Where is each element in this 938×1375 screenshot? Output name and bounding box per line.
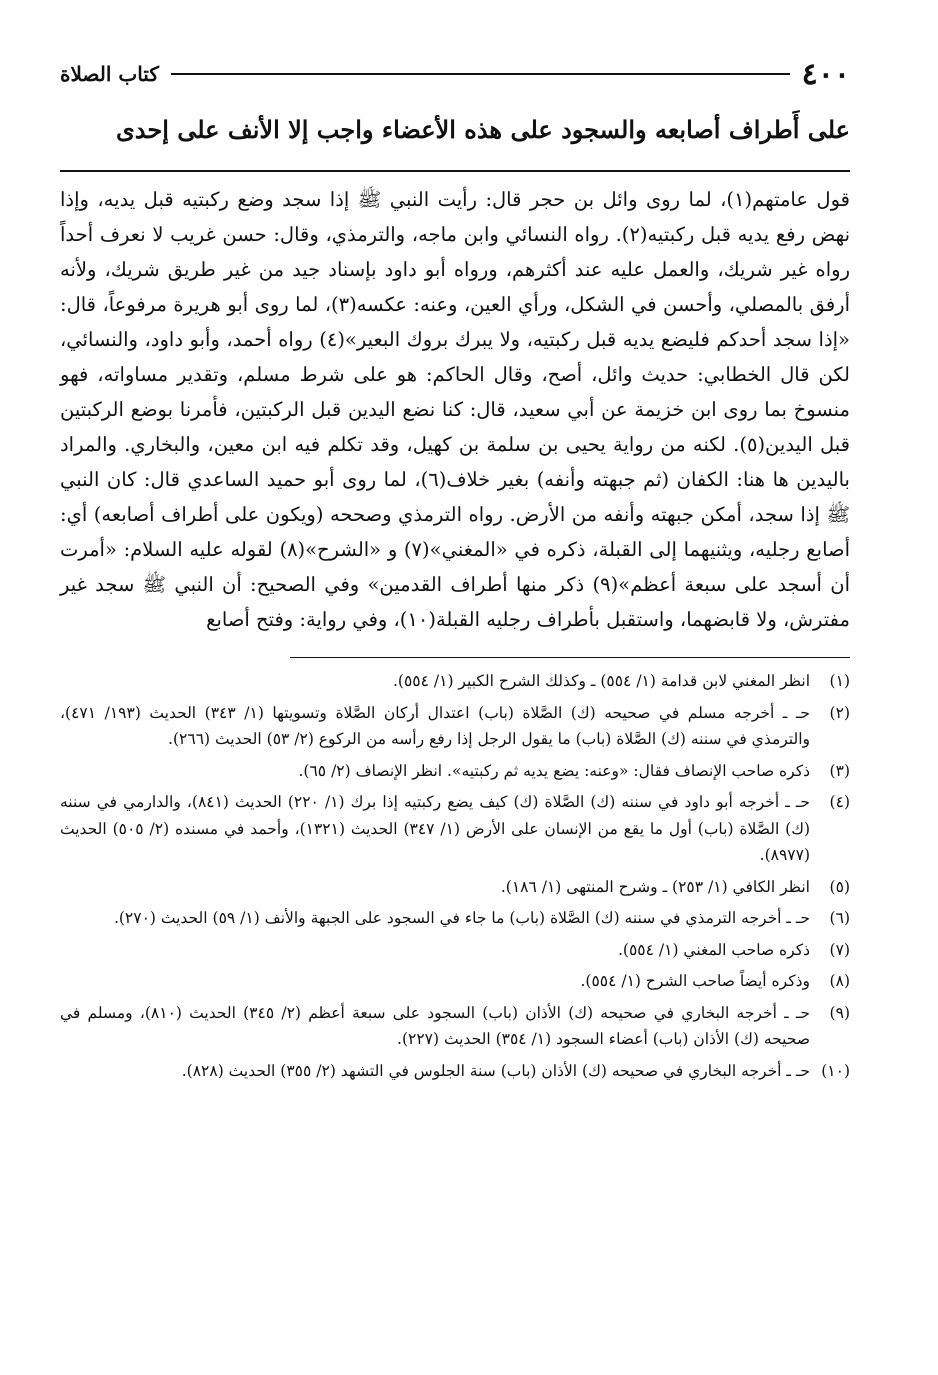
page-header [60, 52, 850, 96]
footnote [60, 668, 850, 695]
footnote-number: (٥) [829, 877, 850, 896]
footnotes [60, 668, 850, 1084]
footnote-text: حـ ـ أخرجه الترمذي في سننه (ك) الصَّلاة (باب) ما جاء في السجود على الجبهة والأنف (١/ ٥٩) الحديث (٢٧٠). [113, 909, 810, 927]
footnote [60, 937, 850, 964]
main-text-divider [60, 170, 850, 172]
footnote-number: (٦) [829, 909, 850, 927]
main-text: على أَطراف أصابعه والسجود على هذه الأعضاء واجب إلا الأنف على إحدى [115, 115, 850, 144]
footnote [60, 1000, 850, 1053]
footnote-text: حـ ـ أخرجه البخاري في صحيحه (ك) الأذان (باب) سنة الجلوس في التشهد (٢/ ٣٥٥) الحديث (٨٢٨). [181, 1061, 810, 1080]
page-number: ٤٠٠ [801, 56, 850, 92]
footnote-text: ذكره صاحب المغني (١/ ٥٥٤). [618, 940, 810, 959]
footnote-number: (٤) [829, 793, 850, 811]
footnote-number: (١) [829, 672, 850, 690]
book-title: كتاب الصلاة [60, 62, 159, 86]
commentary-paragraph: قول عامتهم(١)، لما روى وائل بن حجر قال: رأيت النبي ﷺ إذا سجد وضع ركبتيه قبل يديه، وإذا نهض رفع يديه قبل ركبتيه(٢). رواه النسائي وابن ماجه، والترمذي، وقال: حسن غريب لا نعرف أحداً رواه غير شريك، والعمل عليه عند أكثرهم، ورواه أبو داود بإسناد جيد من غير طريق شريك، ولأنه أرفق بالمصلي، وأحسن في الشكل، ورأي العين، وعنه: عكسه(٣)، لما روى أبو هريرة مرفوعاً، قال: «إذا سجد أحدكم فليضع يديه قبل ركبتيه، ولا يبرك بروك البعير»(٤) رواه أحمد، وأبو داود، والنسائي، لكن قال الخطابي: حديث وائل، أصح، وقال الحاكم: هو على شرط مسلم، وتقدير مساواته، فهو منسوخ بما روى ابن خزيمة عن أبي سعيد، قال: كنا نضع اليدين قبل الركبتين، فأمرنا بوضع الركبتين قبل اليدين(٥). لكنه من رواية يحيى بن سلمة بن كهيل، وقد تكلم فيه ابن معين، والبخاري. والمراد باليدين ها هنا: الكفان (ثم جبهته وأنفه) بغير خلاف(٦)، لما روى أبو حميد الساعدي قال: كان النبي ﷺ إذا سجد، أمكن جبهته وأنفه من الأرض. رواه الترمذي وصححه (ويكون على أطراف أصابعه) أي: أصابع رجليه، ويثنيهما إلى القبلة، ذكره في «المغني»(٧) و «الشرح»(٨) لقوله عليه السلام: «أمرت أن أسجد على سبعة أعظم»(٩) ذكر منها أطراف القدمين» وفي الصحيح: أن النبي ﷺ سجد غير مفترش، ولا قابضهما، واستقبل بأطراف رجليه القبلة(١٠)، وفي رواية: وفتح أصابع [60, 188, 850, 631]
footnote-text: ذكره صاحب الإنصاف فقال: «وعنه: يضع يديه ثم ركبتيه». انظر الإنصاف (٢/ ٦٥). [298, 761, 810, 780]
footnote-text: انظر الكافي (١/ ٢٥٣) ـ وشرح المنتهى (١/ ١٨٦). [500, 877, 810, 896]
footnote [60, 1058, 850, 1085]
footnote-number: (٨) [829, 972, 850, 990]
footnote-text: حـ ـ أخرجه مسلم في صحيحه (ك) الصَّلاة (باب) اعتدال أركان الصَّلاة وتسويتها (١/ ٣٤٣) الحديث (١٩٣/ ٤٧١)، والترمذي في سننه (ك) الصَّلاة (باب) ما يقول الرجل إذا رفع رأسه من الركوع (٢/ ٥٣) الحديث (٢٦٦). [60, 703, 811, 748]
footnote-text: وذكره أيضاً صاحب الشرح (١/ ٥٥٤). [580, 972, 810, 990]
footnote-number: (٢) [829, 703, 850, 722]
book-page [60, 52, 850, 1089]
footnote-text: حـ ـ أخرجه أبو داود في سننه (ك) الصَّلاة (ك) كيف يضع ركبتيه إذا برك (١/ ٢٢٠) الحديث (٨٤١)، والدارمي في سننه (ك) الصَّلاة (باب) أول ما يقع من الإنسان على الأرض (١/ ٣٤٧) الحديث (١٣٢١)، وأحمد في مسنده (٢/ ٥٠٥) الحديث (٨٩٧٧). [60, 793, 811, 864]
footnote [60, 789, 850, 869]
footnote-text: انظر المغني لابن قدامة (١/ ٥٥٤) ـ وكذلك الشرح الكبير (١/ ٥٥٤). [392, 672, 810, 690]
footnote-text: حـ ـ أخرجه البخاري في صحيحه (ك) الأذان (باب) السجود على سبعة أعظم (٢/ ٣٤٥) الحديث (٨١٠)، ومسلم في صحيحه (ك) الأذان (باب) أعضاء السجود (١/ ٣٥٤) الحديث (٢٢٧). [60, 1003, 811, 1048]
header-rule [171, 73, 790, 75]
footnote [60, 874, 850, 901]
footnotes-divider [290, 657, 850, 658]
commentary-text [60, 182, 850, 637]
footnote [60, 758, 850, 785]
footnote-number: (٩) [829, 1003, 850, 1022]
footnote [60, 700, 850, 753]
footnote [60, 968, 850, 995]
footnote-number: (١٠) [821, 1061, 850, 1080]
footnote [60, 905, 850, 932]
footnote-number: (٣) [829, 761, 850, 780]
footnote-number: (٧) [829, 940, 850, 959]
